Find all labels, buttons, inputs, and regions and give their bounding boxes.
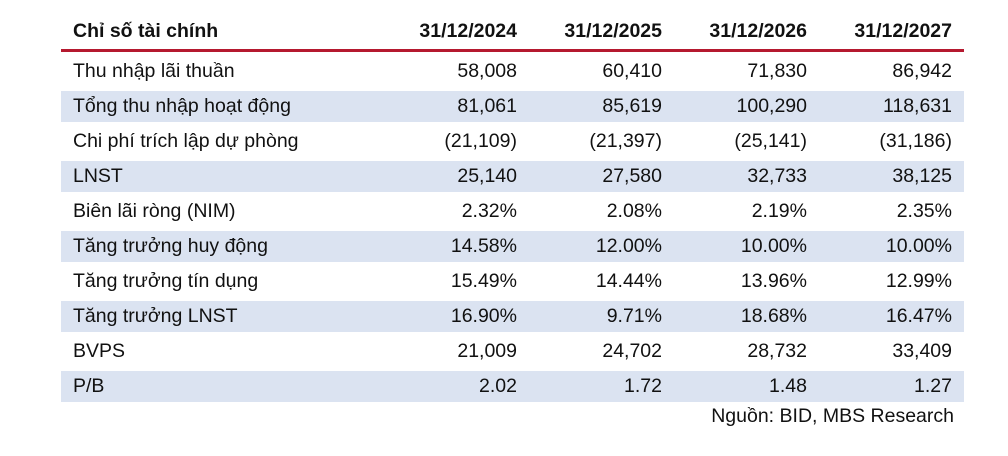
- table-row: [61, 126, 964, 157]
- row-label: Tổng thu nhập hoạt động: [61, 91, 384, 122]
- row-label: Tăng trưởng LNST: [61, 301, 384, 332]
- table-cell: 100,290: [674, 91, 819, 122]
- table-cell: 86,942: [892, 60, 952, 82]
- table-cell: 15.49%: [450, 270, 517, 292]
- table-cell: 16.47%: [819, 301, 964, 332]
- table-cell: 12.99%: [885, 270, 952, 292]
- row-label: Tăng trưởng huy động: [61, 231, 384, 262]
- header-2025: 31/12/2025: [529, 14, 674, 52]
- financial-indicators-table: [61, 10, 964, 406]
- table-cell: 2.08%: [606, 200, 662, 222]
- table-cell: 2.32%: [461, 200, 517, 222]
- row-label: P/B: [61, 371, 384, 402]
- table-cell: 25,140: [384, 161, 529, 192]
- source-note: Nguồn: BID, MBS Research: [711, 405, 954, 427]
- table-cell: 85,619: [529, 91, 674, 122]
- table-row: [61, 196, 964, 227]
- table-cell: (21,397): [589, 130, 662, 152]
- header-2027: 31/12/2027: [819, 14, 964, 52]
- table-cell: 16.90%: [384, 301, 529, 332]
- table-cell: 13.96%: [740, 270, 807, 292]
- table-cell: 38,125: [819, 161, 964, 192]
- table-row: [61, 161, 964, 192]
- table-cell: 2.35%: [896, 200, 952, 222]
- row-label: Thu nhập lãi thuần: [73, 60, 235, 82]
- table-row: [61, 301, 964, 332]
- table-row: [61, 231, 964, 262]
- table-cell: (31,186): [879, 130, 952, 152]
- table-cell: 60,410: [602, 60, 662, 82]
- table-cell: 1.72: [529, 371, 674, 402]
- table-header-row: [61, 14, 964, 52]
- table-cell: 10.00%: [674, 231, 819, 262]
- table-cell: 21,009: [457, 340, 517, 362]
- table-cell: 24,702: [602, 340, 662, 362]
- header-2026: 31/12/2026: [674, 14, 819, 52]
- table-cell: 14.58%: [384, 231, 529, 262]
- table-cell: 18.68%: [674, 301, 819, 332]
- table-cell: 1.48: [674, 371, 819, 402]
- row-label: Chi phí trích lập dự phòng: [73, 130, 299, 152]
- row-label: Biên lãi ròng (NIM): [73, 200, 236, 222]
- header-indicator: Chỉ số tài chính: [61, 14, 384, 52]
- table-row: [61, 56, 964, 87]
- row-label: BVPS: [73, 340, 126, 362]
- table-cell: 33,409: [892, 340, 952, 362]
- table-cell: 58,008: [457, 60, 517, 82]
- table-row: [61, 266, 964, 297]
- table-cell: 71,830: [747, 60, 807, 82]
- table-cell: 14.44%: [595, 270, 662, 292]
- table-cell: 2.02: [384, 371, 529, 402]
- table-cell: 2.19%: [751, 200, 807, 222]
- table-cell: 81,061: [384, 91, 529, 122]
- table-row: [61, 336, 964, 367]
- table-cell: 32,733: [674, 161, 819, 192]
- table-cell: 28,732: [747, 340, 807, 362]
- row-label: LNST: [61, 161, 384, 192]
- header-2024: 31/12/2024: [384, 14, 529, 52]
- table-row: [61, 371, 964, 402]
- table-cell: 10.00%: [819, 231, 964, 262]
- row-label: Tăng trưởng tín dụng: [73, 270, 259, 292]
- table-cell: 12.00%: [529, 231, 674, 262]
- table-cell: 9.71%: [529, 301, 674, 332]
- table-row: [61, 91, 964, 122]
- table-cell: 118,631: [819, 91, 964, 122]
- table-cell: 1.27: [819, 371, 964, 402]
- table-cell: 27,580: [529, 161, 674, 192]
- table-cell: (25,141): [734, 130, 807, 152]
- financial-table: [61, 10, 964, 406]
- table-cell: (21,109): [444, 130, 517, 152]
